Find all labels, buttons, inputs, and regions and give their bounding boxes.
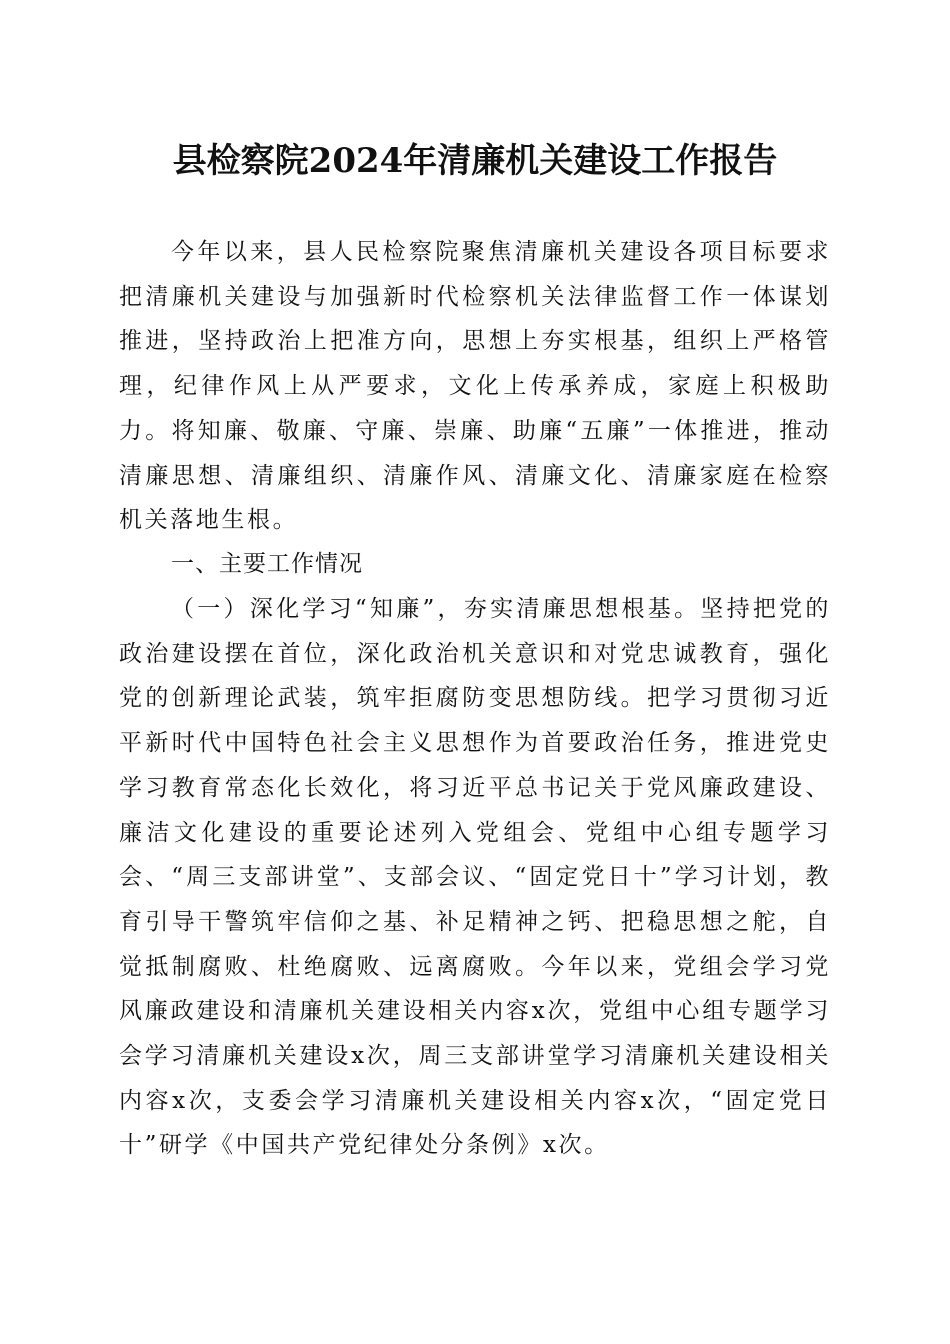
intro-paragraph: 今年以来，县人民检察院聚焦清廉机关建设各项目标要求把清廉机关建设与加强新时代检察机关法律监督工作一体谋划推进，坚持政治上把准方向，思想上夯实根基，组织上严格管理，纪律作风上从严要求，文化上传承养成，家庭上积极助力。将知廉、敬廉、守廉、崇廉、助廉“五廉”一体推进，推动清廉思想、清廉组织、清廉作风、清廉文化、清廉家庭在检察机关落地生根。 — [119, 239, 831, 534]
section1-paragraph-1: （一）深化学习“知廉”，夯实清廉思想根基。坚持把党的政治建设摆在首位，深化政治机关意识和对党忠诚教育，强化党的创新理论武装，筑牢拒腐防变思想防线。把学习贯彻习近平新时代中国特色社会主义思想作为首要政治任务，推进党史学习教育常态化长效化，将习近平总书记关于党风廉政建设、廉洁文化建设的重要论述列入党组会、党组中心组专题学习会、“周三支部讲堂”、支部会议、“固定党日十”学习计划，教育引导干警筑牢信仰之基、补足精神之钙、把稳思想之舵，自觉抵制腐败、杜绝腐败、远离腐败。今年以来，党组会学习党风廉政建设和清廉机关建设相关内容x次，党组中心组专题学习会学习清廉机关建设x次，周三支部讲堂学习清廉机关建设相关内容x次，支委会学习清廉机关建设相关内容x次，“固定党日十”研学《中国共产党纪律处分条例》x次。 — [119, 596, 831, 1159]
section-heading-main-work: 一、主要工作情况 — [171, 551, 363, 577]
document-title: 县检察院2024年清廉机关建设工作报告 — [172, 141, 778, 181]
